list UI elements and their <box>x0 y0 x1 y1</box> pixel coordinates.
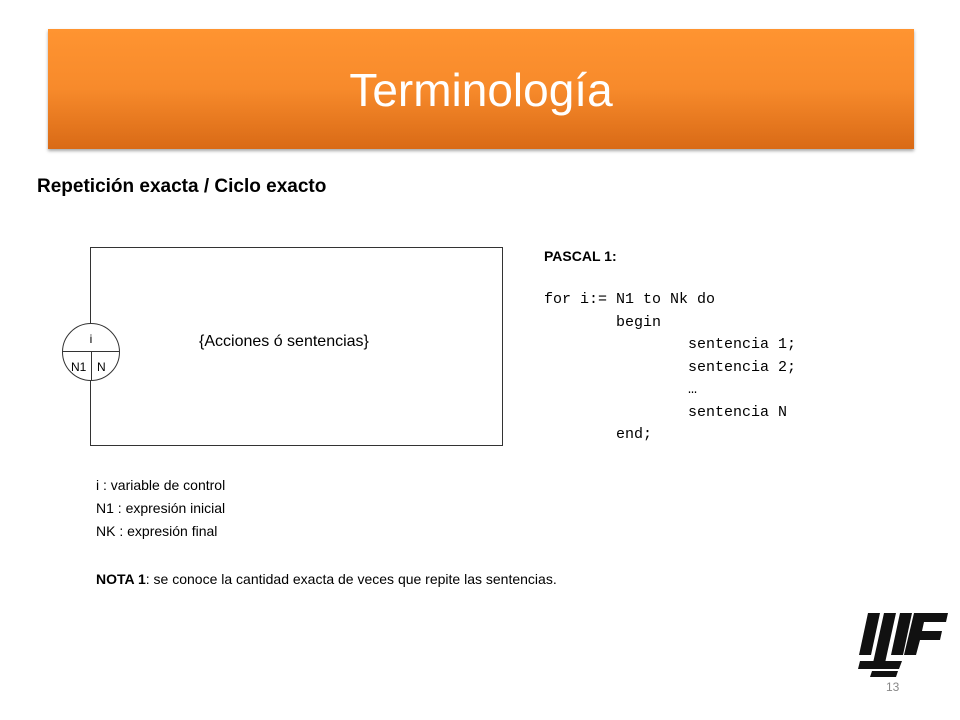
legend-item-initial: N1 : expresión inicial <box>96 500 226 516</box>
loop-control-circle <box>62 323 120 381</box>
note-label: NOTA 1 <box>96 571 146 587</box>
circle-variable-label: i <box>89 332 93 346</box>
note <box>96 571 557 587</box>
page-number: 13 <box>886 680 900 694</box>
university-logo-icon <box>858 609 950 679</box>
slide-title: Terminología <box>349 64 613 116</box>
circle-end-label: N <box>97 360 106 374</box>
title-banner <box>48 29 914 149</box>
pascal-code-block: for i:= N1 to Nk do begin sentencia 1; sentencia 2; … sentencia N end; <box>544 291 797 443</box>
circle-start-label: N1 <box>71 360 87 374</box>
legend-item-final: NK : expresión final <box>96 523 218 539</box>
note-text: : se conoce la cantidad exacta de veces que repite las sentencias. <box>145 571 557 587</box>
legend-item-variable: i : variable de control <box>96 477 226 493</box>
circle-divider-vertical <box>91 351 92 380</box>
code-heading: PASCAL 1: <box>544 248 617 264</box>
loop-body-label: {Acciones ó sentencias} <box>199 333 369 350</box>
slide-subtitle: Repetición exacta / Ciclo exacto <box>37 176 327 197</box>
